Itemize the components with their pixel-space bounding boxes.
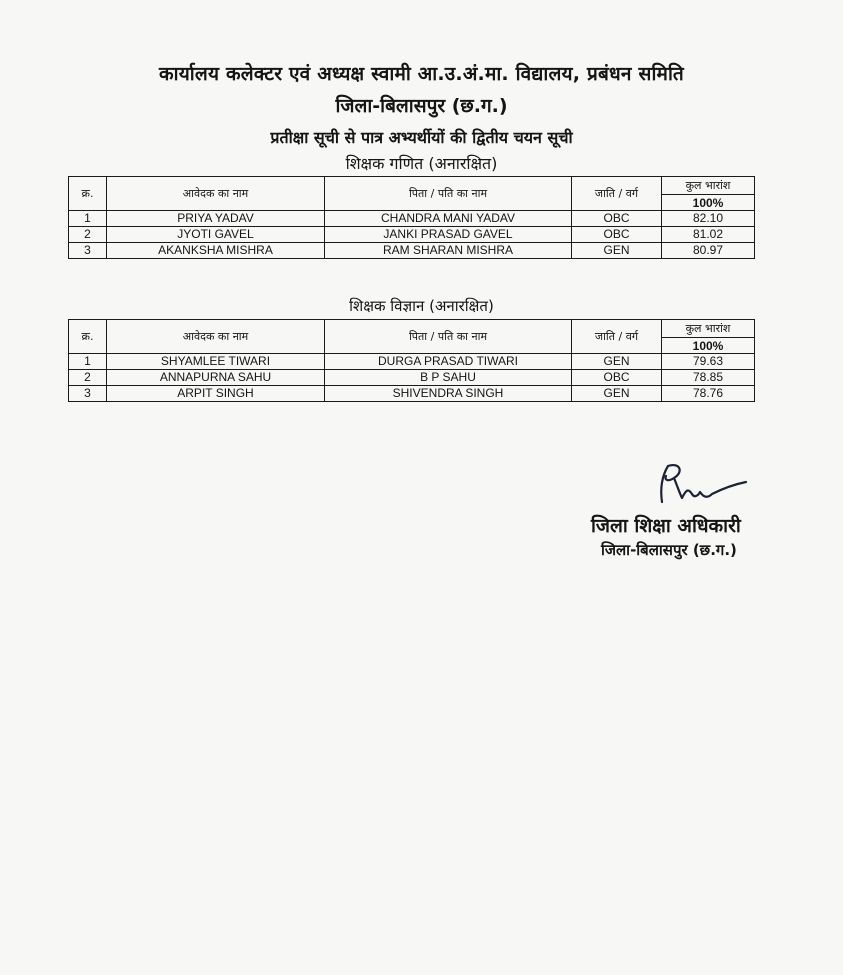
section-title-maths: शिक्षक गणित (अनारक्षित) <box>345 154 498 173</box>
score-cell: 82.10 <box>662 211 755 227</box>
table-row <box>69 354 755 370</box>
table-row <box>69 370 755 386</box>
serial-cell: 2 <box>69 370 107 386</box>
col-header-marks-sub: 100% <box>662 338 755 354</box>
col-header-father: पिता / पति का नाम <box>325 177 572 211</box>
col-header-marks-sub: 100% <box>662 195 755 211</box>
score-cell: 81.02 <box>662 227 755 243</box>
district-title: जिला-बिलासपुर (छ.ग.) <box>335 95 508 117</box>
father-name-cell: CHANDRA MANI YADAV <box>325 211 572 227</box>
applicant-name-cell: JYOTI GAVEL <box>107 227 325 243</box>
col-header-caste: जाति / वर्ग <box>572 320 662 354</box>
table-row <box>69 243 755 259</box>
col-header-caste: जाति / वर्ग <box>572 177 662 211</box>
maths-selection-table <box>68 176 755 259</box>
table-row <box>69 386 755 402</box>
father-name-cell: DURGA PRASAD TIWARI <box>325 354 572 370</box>
col-header-marks: कुल भारांश <box>662 177 755 195</box>
score-cell: 78.85 <box>662 370 755 386</box>
score-cell: 79.63 <box>662 354 755 370</box>
col-header-applicant: आवेदक का नाम <box>107 320 325 354</box>
office-title: कार्यालय कलेक्टर एवं अध्यक्ष स्वामी आ.उ.अं.मा. विद्यालय, प्रबंधन समिति <box>159 63 684 85</box>
score-cell: 78.76 <box>662 386 755 402</box>
father-name-cell: RAM SHARAN MISHRA <box>325 243 572 259</box>
serial-cell: 1 <box>69 354 107 370</box>
father-name-cell: JANKI PRASAD GAVEL <box>325 227 572 243</box>
serial-cell: 1 <box>69 211 107 227</box>
father-name-cell: SHIVENDRA SINGH <box>325 386 572 402</box>
science-selection-table <box>68 319 755 402</box>
applicant-name-cell: SHYAMLEE TIWARI <box>107 354 325 370</box>
applicant-name-cell: PRIYA YADAV <box>107 211 325 227</box>
applicant-name-cell: ARPIT SINGH <box>107 386 325 402</box>
applicant-name-cell: AKANKSHA MISHRA <box>107 243 325 259</box>
caste-cell: OBC <box>572 211 662 227</box>
officer-district: जिला-बिलासपुर (छ.ग.) <box>601 541 737 559</box>
applicant-name-cell: ANNAPURNA SAHU <box>107 370 325 386</box>
caste-cell: OBC <box>572 370 662 386</box>
col-header-serial: क्र. <box>69 320 107 354</box>
table-row <box>69 211 755 227</box>
caste-cell: GEN <box>572 243 662 259</box>
table-row <box>69 227 755 243</box>
section-title-science: शिक्षक विज्ञान (अनारक्षित) <box>349 297 494 315</box>
col-header-marks: कुल भारांश <box>662 320 755 338</box>
serial-cell: 3 <box>69 386 107 402</box>
caste-cell: GEN <box>572 354 662 370</box>
col-header-serial: क्र. <box>69 177 107 211</box>
father-name-cell: B P SAHU <box>325 370 572 386</box>
score-cell: 80.97 <box>662 243 755 259</box>
list-title: प्रतीक्षा सूची से पात्र अभ्यर्थीयों की द्वितीय चयन सूची <box>270 128 573 147</box>
serial-cell: 2 <box>69 227 107 243</box>
col-header-applicant: आवेदक का नाम <box>107 177 325 211</box>
caste-cell: GEN <box>572 386 662 402</box>
caste-cell: OBC <box>572 227 662 243</box>
officer-designation: जिला शिक्षा अधिकारी <box>591 515 741 537</box>
serial-cell: 3 <box>69 243 107 259</box>
col-header-father: पिता / पति का नाम <box>325 320 572 354</box>
